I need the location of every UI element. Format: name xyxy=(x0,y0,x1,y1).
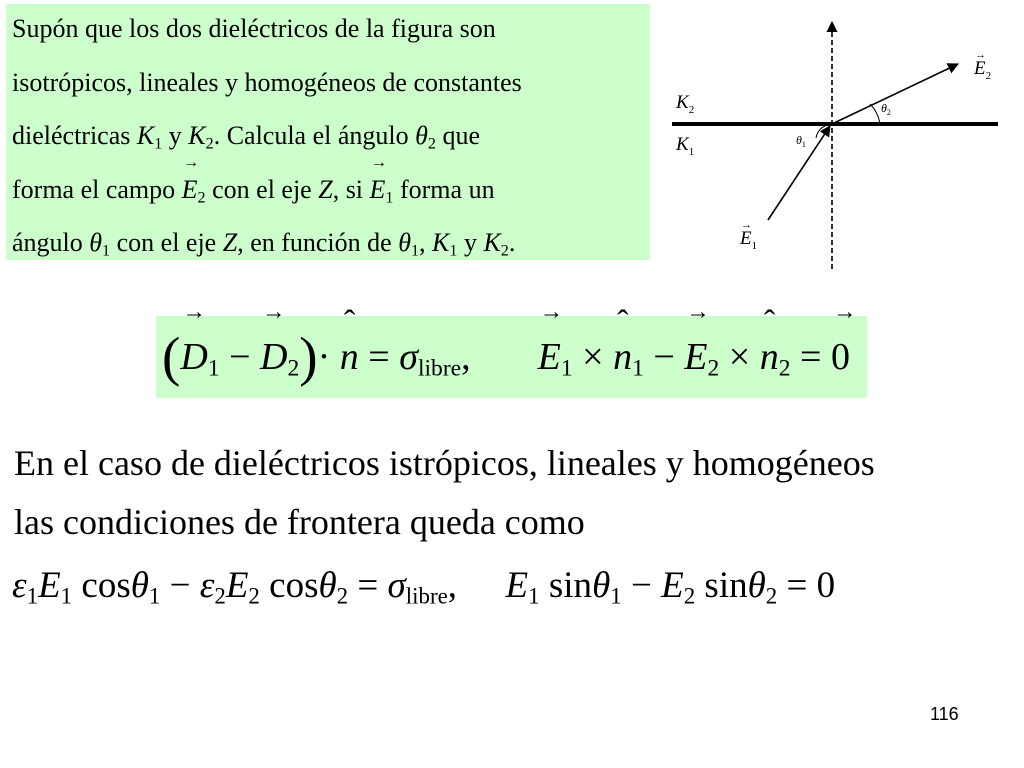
close-paren: ) xyxy=(299,325,318,387)
n2-hat: ˆ n2 xyxy=(760,336,791,378)
label-theta2: $\theta_2$ xyxy=(881,101,891,117)
times-sign: × xyxy=(582,336,604,378)
symbol-e2-vector: → E2 xyxy=(182,175,206,204)
body-line-1: En el caso de dieléctricos istrópicos, lineales y homogéneos xyxy=(14,443,875,483)
problem-line-2: isotrópicos, lineales y homogéneos de constantes xyxy=(12,67,522,97)
problem-text: forma un xyxy=(399,174,495,204)
symbol-k1: K1 xyxy=(136,121,163,153)
label-e2: $E_2$ xyxy=(974,58,992,82)
theta1: θ1 xyxy=(130,565,161,609)
equals-sign: = xyxy=(786,565,808,606)
problem-text: , xyxy=(419,228,426,257)
epsilon1: ε1 xyxy=(12,565,39,609)
problem-text: , si xyxy=(332,174,364,204)
epsilon2: ε2 xyxy=(199,565,226,609)
equals-sign: = xyxy=(357,565,379,606)
e1-magnitude: E1 xyxy=(38,565,73,609)
symbol-e1-vector: → E1 xyxy=(370,175,394,204)
problem-text: con el eje xyxy=(116,228,217,257)
symbol-z: Z xyxy=(318,174,333,204)
label-k2: $K_2$ xyxy=(676,92,695,116)
zero-vector: → 0 xyxy=(831,316,850,398)
e2-vector: → E2 xyxy=(684,336,719,378)
label-k1: $K_1$ xyxy=(676,134,695,158)
e1-vector: → E1 xyxy=(538,336,573,378)
d1-vector: → D1 xyxy=(180,336,219,378)
label-e1-vector-mark: → xyxy=(741,219,752,231)
problem-text: dieléctricas xyxy=(12,121,131,150)
comma: , xyxy=(447,565,458,606)
problem-line-1: Supón que los dos dieléctricos de la figura son xyxy=(12,14,496,43)
theta1: θ1 xyxy=(592,565,622,609)
problem-text: y xyxy=(168,121,182,150)
cos-function: cos xyxy=(81,565,131,606)
n1-hat: ˆ n1 xyxy=(613,336,644,378)
symbol-theta1: θ1 xyxy=(398,228,420,260)
dielectric-conditions-equation xyxy=(12,560,1012,622)
minus-sign: − xyxy=(653,336,675,378)
cos-function: cos xyxy=(269,565,319,606)
n-hat: ˆ n xyxy=(340,316,359,398)
theta2: θ2 xyxy=(318,565,349,609)
body-text xyxy=(14,434,1014,552)
open-paren: ( xyxy=(162,325,181,387)
problem-text: forma el campo xyxy=(12,174,176,204)
equals-sign: = xyxy=(368,336,390,378)
problem-text: , en función de xyxy=(237,228,392,257)
sigma-libre: σlibre xyxy=(399,336,462,382)
problem-text: y xyxy=(463,228,477,257)
theta2: θ2 xyxy=(747,565,778,609)
zero: 0 xyxy=(816,565,836,606)
minus-sign: − xyxy=(169,565,191,606)
problem-line-3 xyxy=(12,111,650,165)
d2-vector: → D2 xyxy=(260,336,299,378)
problem-text: que xyxy=(442,121,481,150)
comma: , xyxy=(461,336,471,378)
minus-sign: − xyxy=(229,336,251,378)
symbol-k1: K1 xyxy=(432,228,458,260)
symbol-k2: K2 xyxy=(188,121,214,153)
boundary-conditions-equation xyxy=(156,316,867,398)
label-e2-vector-mark: → xyxy=(975,49,986,61)
problem-text: con el eje xyxy=(212,174,312,204)
e2-field-arrow xyxy=(834,64,958,123)
page-number: 116 xyxy=(930,704,959,724)
sin-function: sin xyxy=(548,565,593,606)
dot-sign: · xyxy=(317,336,331,378)
problem-text: . xyxy=(508,228,516,257)
sin-function: sin xyxy=(704,565,748,606)
times-sign: × xyxy=(728,336,751,378)
symbol-z: Z xyxy=(222,228,238,257)
label-theta1: $\theta_1$ xyxy=(796,133,806,149)
symbol-theta2: θ2 xyxy=(415,121,436,153)
minus-sign: − xyxy=(630,565,652,606)
equals-sign: = xyxy=(800,336,822,378)
problem-text: . Calcula el ángulo xyxy=(213,121,409,150)
interface-diagram xyxy=(668,14,1004,272)
problem-statement xyxy=(6,4,650,260)
sigma-libre: σlibre xyxy=(387,565,448,609)
problem-text: ángulo xyxy=(12,228,83,257)
e1-magnitude: E1 xyxy=(505,565,540,609)
e2-magnitude: E2 xyxy=(661,565,696,609)
symbol-theta1: θ1 xyxy=(89,228,111,260)
label-e1: $E_1$ xyxy=(740,228,758,252)
problem-line-5 xyxy=(12,218,650,272)
problem-line-4 xyxy=(12,165,650,219)
e2-magnitude: E2 xyxy=(225,565,260,609)
theta2-arc xyxy=(870,104,880,124)
symbol-k2: K2 xyxy=(483,228,509,260)
body-line-2: las condiciones de frontera queda como xyxy=(14,502,585,542)
